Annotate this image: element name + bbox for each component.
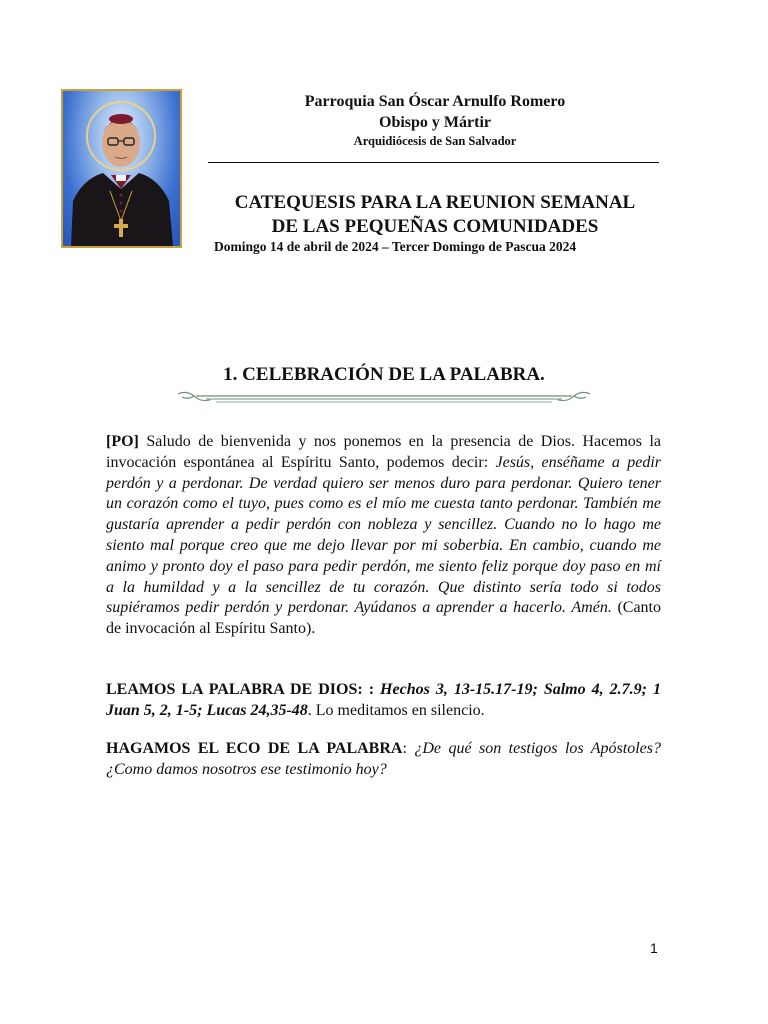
echo-question: ¿De qué son testigos los Apóstoles?¿Como damos nosotros ese testimonio hoy? bbox=[106, 740, 662, 778]
readings-outro: . Lo meditamos en silencio. bbox=[307, 701, 485, 719]
portrait-image bbox=[61, 89, 182, 248]
page-number: 1 bbox=[650, 940, 658, 956]
parish-name: Parroquia San Óscar Arnulfo Romero bbox=[304, 93, 566, 110]
readings-label: LEAMOS LA PALABRA DE DIOS: : bbox=[106, 681, 381, 698]
header-divider bbox=[208, 162, 659, 163]
paragraph-readings bbox=[106, 680, 661, 722]
paragraph-invocation bbox=[106, 432, 661, 640]
document-title-line-1: CATEQUESIS PARA LA REUNION SEMANAL bbox=[234, 192, 636, 213]
paragraph-echo bbox=[106, 739, 661, 781]
echo-colon: : bbox=[402, 740, 415, 757]
ornament-divider bbox=[176, 388, 592, 406]
document-title-line-2: DE LAS PEQUEÑAS COMUNIDADES bbox=[271, 216, 599, 237]
po-tag: [PO] bbox=[106, 433, 139, 450]
parish-subtitle: Obispo y Mártir bbox=[379, 114, 491, 131]
invocation-intro: Saludo de bienvenida y nos ponemos en la presencia de Dios. Hacemos la invocación espontánea al Espíritu Santo, podemos decir: bbox=[106, 433, 661, 471]
echo-label: HAGAMOS EL ECO DE LA PALABRA bbox=[106, 740, 403, 757]
date-line: Domingo 14 de abril de 2024 – Tercer Domingo de Pascua 2024 bbox=[214, 239, 577, 254]
readings-references: Hechos 3, 13-15.17-19; Salmo 4, 2.7.9; 1 Juan 5, 2, 1-5; Lucas 24,35-48 bbox=[106, 681, 662, 719]
invocation-outro: (Canto de invocación al Espíritu Santo). bbox=[106, 599, 661, 638]
section-heading: 1. CELEBRACIÓN DE LA PALABRA. bbox=[223, 364, 545, 385]
diocese-name: Arquidiócesis de San Salvador bbox=[353, 134, 517, 148]
invocation-prayer: Jesús, enséñame a pedir perdón y a perdonar. De verdad quiero ser menos duro para perdonar. Quiero tener un corazón como el tuyo, pues como es el mío me cuesta tanto perdonar. También me gustaría aprender a pedir perdón con nobleza y sencillez. Cuando no lo hago me siento mal porque creo que me dejo llevar por mi soberbia. En cambio, cuando me animo y pronto doy el paso para pedir perdón, me siento feliz porque doy paso en mí a la humildad y a la sencillez de tu corazón. Que distinto sería todo si todos supiéramos pedir perdón y perdonar. Ayúdanos a aprender a hacerlo. Amén. bbox=[106, 453, 662, 617]
